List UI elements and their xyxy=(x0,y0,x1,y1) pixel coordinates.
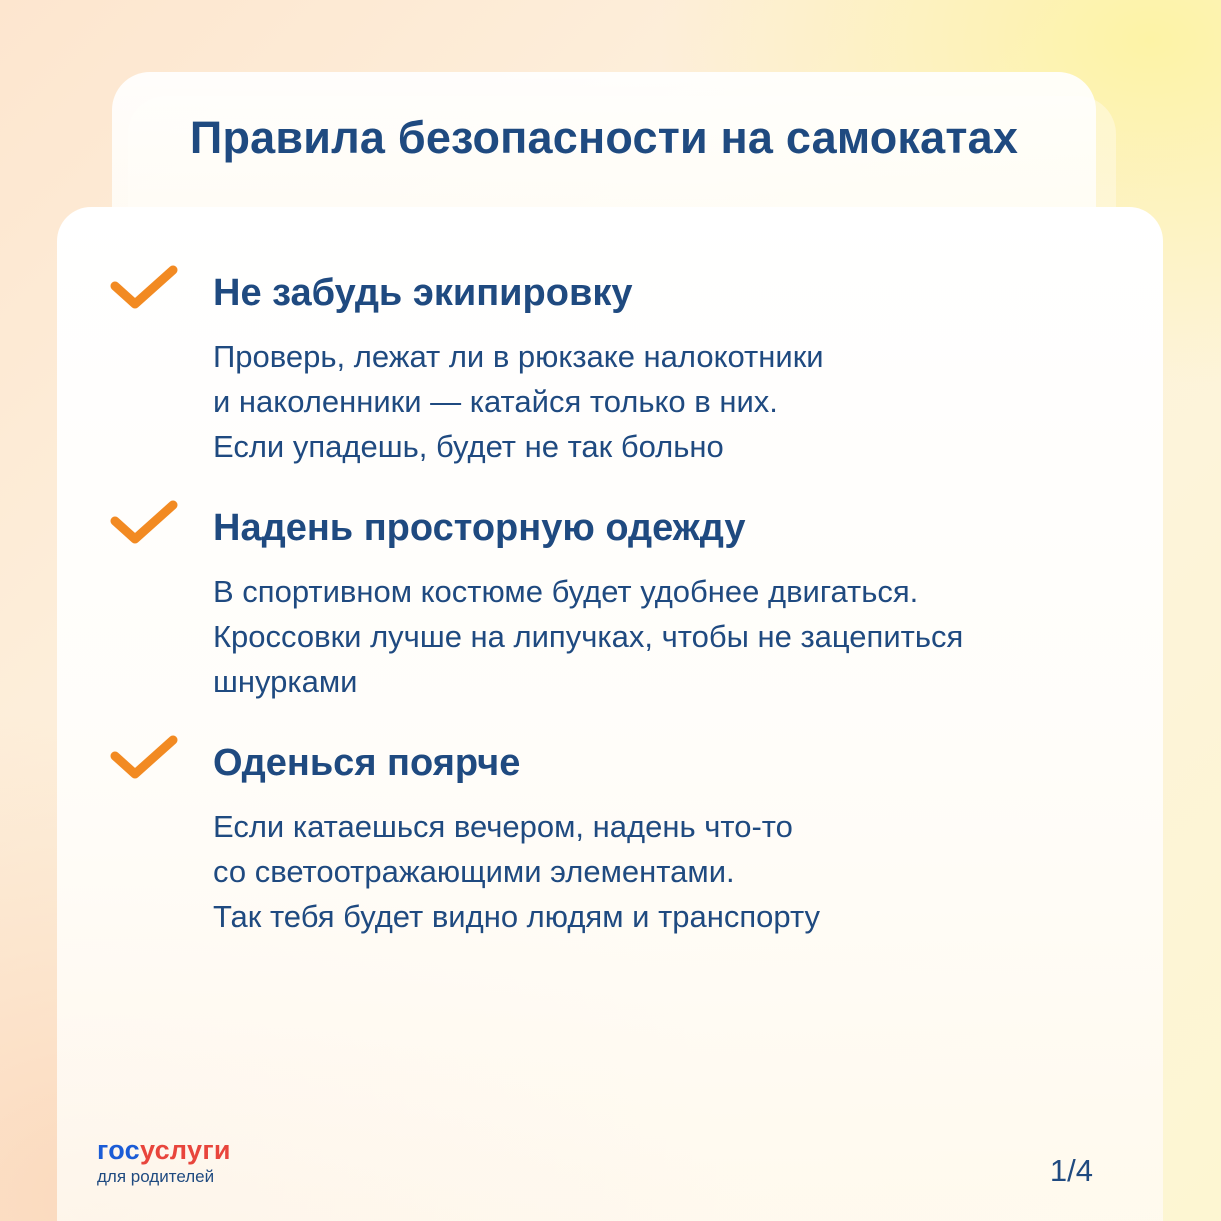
rule-description xyxy=(213,334,1113,469)
rule-description xyxy=(213,804,1113,939)
rule-line: Если упадешь, будет не так больно xyxy=(213,429,724,464)
page-title: Правила безопасности на самокатах xyxy=(189,112,1019,163)
rule-line: В спортивном костюме будет удобнее двигаться. xyxy=(213,574,919,609)
rule-line: Кроссовки лучше на липучках, чтобы не зацепиться xyxy=(213,619,964,654)
rule-heading: Оденься поярче xyxy=(213,742,521,784)
checkmark-icon xyxy=(109,264,181,316)
gosuslugi-logo xyxy=(97,1136,231,1188)
page-counter: 1/4 xyxy=(1049,1153,1093,1188)
checkmark-icon xyxy=(109,499,181,551)
rule-line: Так тебя будет видно людям и транспорту xyxy=(213,899,820,934)
rule-heading: Не забудь экипировку xyxy=(213,272,633,314)
logo-wordmark xyxy=(97,1136,231,1164)
rule-line: со светоотражающими элементами. xyxy=(213,854,735,889)
rule-line: и наколенники — катайся только в них. xyxy=(213,384,778,419)
logo-subtitle: для родителей xyxy=(97,1167,215,1186)
checkmark-icon xyxy=(109,734,181,786)
rule-description xyxy=(213,569,1113,704)
rules-card xyxy=(57,207,1163,1221)
logo-part-gos: гос xyxy=(97,1135,140,1165)
logo-part-uslugi: услуги xyxy=(139,1135,231,1165)
rule-line: шнурками xyxy=(213,664,358,699)
rule-heading: Надень просторную одежду xyxy=(213,507,746,549)
rule-line: Проверь, лежат ли в рюкзаке налокотники xyxy=(213,339,824,374)
rule-line: Если катаешься вечером, надень что-то xyxy=(213,809,793,844)
